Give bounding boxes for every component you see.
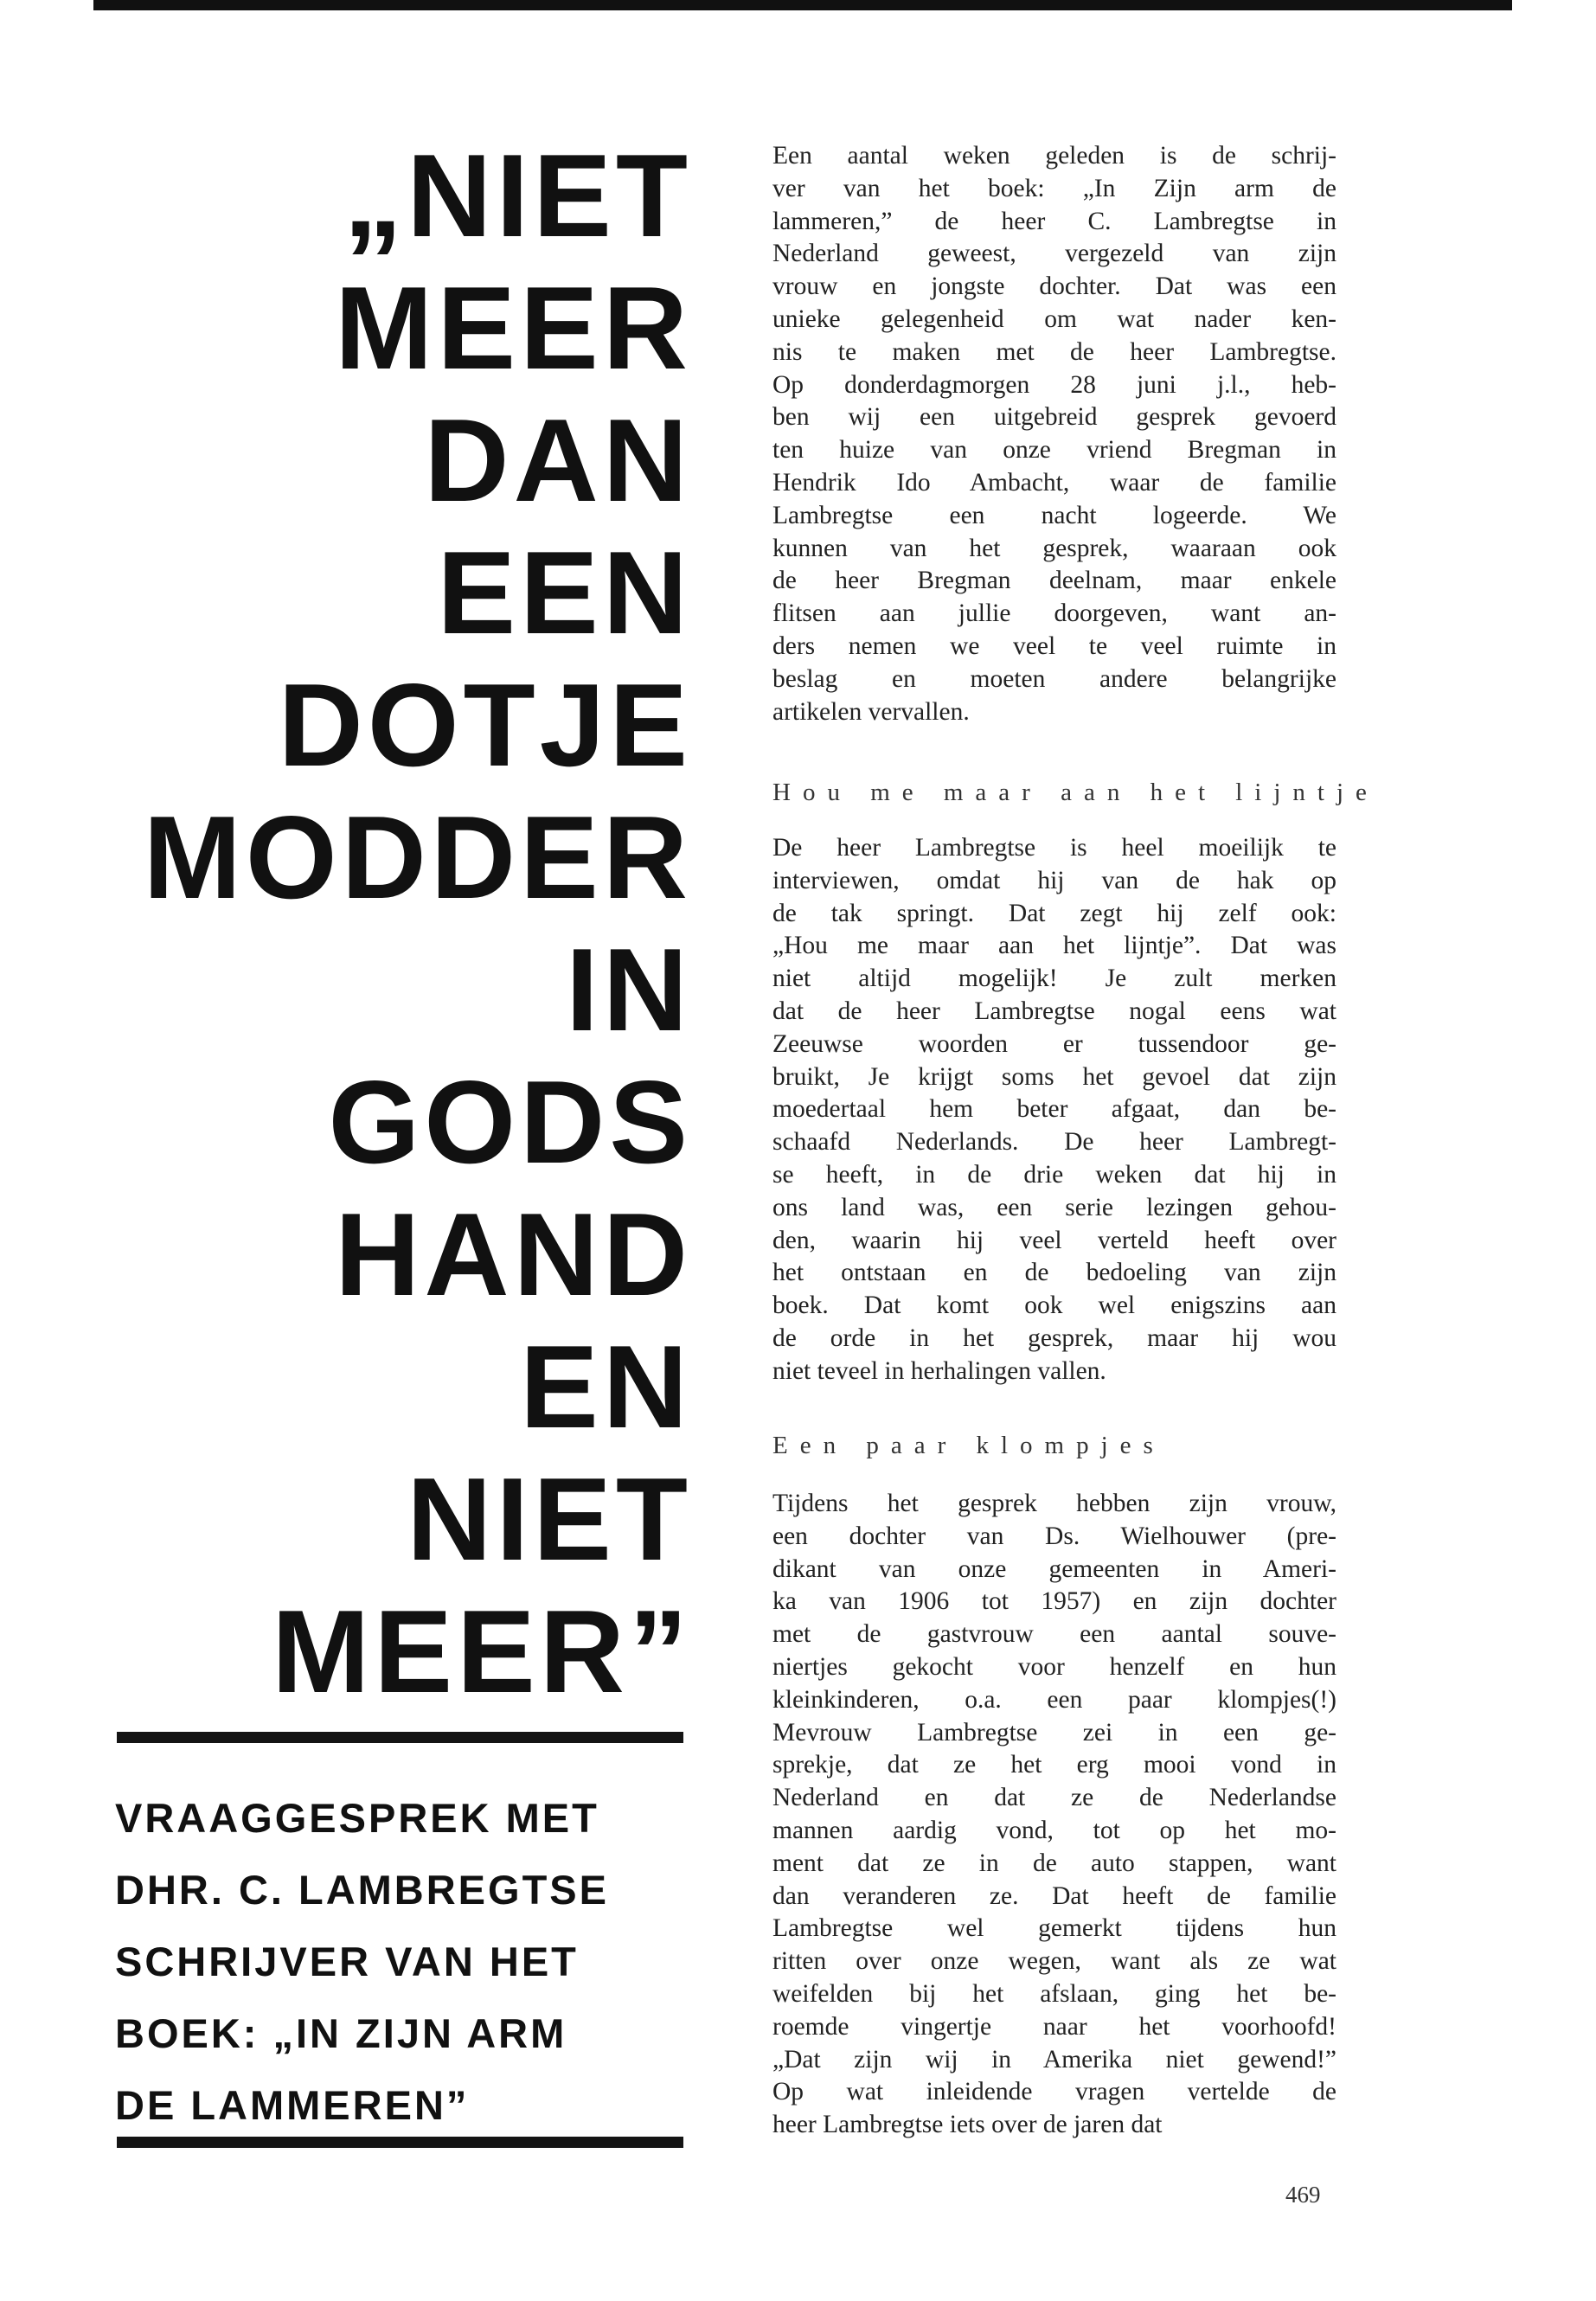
paragraph-line: Tijdens het gesprek hebben zijn vrouw, [772, 1490, 1336, 1517]
paragraph-line: „Hou me maar aan het lijntje”. Dat was [772, 932, 1336, 960]
article-paragraph-3 [772, 1488, 1336, 2142]
paragraph-line: Op wat inleidende vragen vertelde de [772, 2078, 1336, 2106]
paragraph-line: Nederland geweest, vergezeld van zijn [772, 240, 1336, 268]
headline-line: MEER” [272, 1586, 692, 1717]
paragraph-line: dikant van onze gemeenten in Ameri- [772, 1554, 1336, 1583]
paragraph-line: flitsen aan jullie doorgeven, want an- [772, 599, 1336, 628]
paragraph-line: ben wij een uitgebreid gesprek gevoerd [772, 403, 1336, 432]
paragraph-line: sprekje, dat ze het erg mooi vond in [772, 1751, 1336, 1779]
paragraph-line: het ontstaan en de bedoeling van zijn [772, 1259, 1336, 1287]
paragraph-line: se heeft, in de drie weken dat hij in [772, 1160, 1336, 1189]
headline-line: IN [566, 924, 692, 1055]
divider-bar-top [117, 1732, 683, 1743]
headline-line: NIET [407, 1453, 692, 1585]
paragraph-line: dat de heer Lambregtse nogal eens wat [772, 997, 1336, 1025]
paragraph-line: „Dat zijn wij in Amerika niet gewend!” [772, 2045, 1336, 2073]
paragraph-line: niet altijd mogelijk! Je zult merken [772, 965, 1336, 993]
headline-line: DOTJE [278, 659, 692, 791]
paragraph-line: Zeeuwse woorden er tussendoor ge- [772, 1029, 1336, 1058]
paragraph-line: ons land was, een serie lezingen gehou- [772, 1193, 1336, 1221]
section-heading-2: Een paar klompjes [772, 1432, 1165, 1459]
headline-line: EN [520, 1321, 692, 1452]
paragraph-line: Nederland en dat ze de Nederlandse [772, 1784, 1336, 1812]
divider-bar-bottom [117, 2137, 683, 2148]
headline [121, 130, 692, 1718]
subheading-line: BOEK: „IN ZIJN ARM [115, 2010, 567, 2056]
headline-line: MEER [335, 262, 692, 394]
paragraph-line: kunnen van het gesprek, waaraan ook [772, 534, 1336, 562]
paragraph-line: ment dat ze in de auto stappen, want [772, 1849, 1336, 1877]
paragraph-line: den, waarin hij veel verteld heeft over [772, 1226, 1336, 1254]
headline-line: EEN [437, 527, 692, 658]
paragraph-line: ka van 1906 tot 1957) en zijn dochter [772, 1587, 1336, 1616]
top-rule [93, 0, 1512, 10]
paragraph-line: vrouw en jongste dochter. Dat was een [772, 272, 1336, 301]
paragraph-line: ten huize van onze vriend Bregman in [772, 436, 1336, 465]
paragraph-line: ders nemen we veel te veel ruimte in [772, 631, 1336, 660]
paragraph-line: kleinkinderen, o.a. een paar klompjes(!) [772, 1685, 1336, 1714]
paragraph-line: de heer Bregman deelnam, maar enkele [772, 567, 1336, 595]
paragraph-line: unieke gelegenheid om wat nader ken- [772, 304, 1336, 333]
paragraph-line: heer Lambregtse iets over de jaren dat [772, 2111, 1163, 2139]
page-number: 469 [1285, 2182, 1321, 2208]
paragraph-line: bruikt, Je krijgt soms het gevoel dat zijn [772, 1062, 1336, 1091]
paragraph-line: met de gastvrouw een aantal souve- [772, 1620, 1336, 1649]
paragraph-line: artikelen vervallen. [772, 697, 970, 726]
paragraph-line: niet teveel in herhalingen vallen. [772, 1356, 1106, 1385]
subheading-line: SCHRIJVER VAN HET [115, 1939, 579, 1984]
paragraph-line: weifelden bij het afslaan, ging het be- [772, 1979, 1336, 2008]
paragraph-line: Hendrik Ido Ambacht, waar de familie [772, 468, 1336, 497]
paragraph-line: de orde in het gesprek, maar hij wou [772, 1324, 1336, 1352]
article-paragraph-1 [772, 140, 1336, 728]
paragraph-line: schaafd Nederlands. De heer Lambregt- [772, 1128, 1336, 1157]
paragraph-line: dan veranderen ze. Dat heeft de familie [772, 1881, 1336, 1910]
paragraph-line: Een aantal weken geleden is de schrij- [772, 142, 1336, 170]
paragraph-line: De heer Lambregtse is heel moeilijk te [772, 834, 1336, 862]
paragraph-line: de tak springt. Dat zegt hij zelf ook: [772, 899, 1336, 927]
paragraph-line: lammeren,” de heer C. Lambregtse in [772, 207, 1336, 235]
headline-line: „NIET [343, 130, 692, 261]
paragraph-line: mannen aardig vond, tot op het mo- [772, 1816, 1336, 1844]
paragraph-line: Lambregtse wel gemerkt tijdens hun [772, 1914, 1336, 1943]
headline-line: GODS [328, 1056, 692, 1188]
paragraph-line: beslag en moeten andere belangrijke [772, 664, 1336, 693]
headline-line: HAND [335, 1189, 692, 1320]
headline-line: DAN [424, 394, 692, 526]
paragraph-line: Op donderdagmorgen 28 juni j.l., heb- [772, 370, 1336, 399]
section-heading-1: Hou me maar aan het lijntje [772, 779, 1379, 806]
paragraph-line: Mevrouw Lambregtse zei in een ge- [772, 1718, 1336, 1747]
subheading [115, 1782, 695, 2141]
subheading-line: DE LAMMEREN” [115, 2082, 470, 2128]
subheading-line: DHR. C. LAMBREGTSE [115, 1867, 609, 1913]
paragraph-line: een dochter van Ds. Wielhouwer (pre- [772, 1522, 1336, 1550]
paragraph-line: moedertaal hem beter afgaat, dan be- [772, 1095, 1336, 1124]
paragraph-line: roemde vingertje naar het voorhoofd! [772, 2012, 1336, 2041]
paragraph-line: nis te maken met de heer Lambregtse. [772, 337, 1336, 366]
paragraph-line: ver van het boek: „In Zijn arm de [772, 174, 1336, 202]
paragraph-line: ritten over onze wegen, want als ze wat [772, 1947, 1336, 1976]
subheading-line: VRAAGGESPREK MET [115, 1795, 599, 1841]
paragraph-line: boek. Dat komt ook wel enigszins aan [772, 1292, 1336, 1320]
headline-line: MODDER [143, 792, 692, 923]
paragraph-line: Lambregtse een nacht logeerde. We [772, 501, 1336, 529]
paragraph-line: interviewen, omdat hij van de hak op [772, 866, 1336, 894]
paragraph-line: niertjes gekocht voor henzelf en hun [772, 1652, 1336, 1681]
article-paragraph-2 [772, 832, 1336, 1388]
